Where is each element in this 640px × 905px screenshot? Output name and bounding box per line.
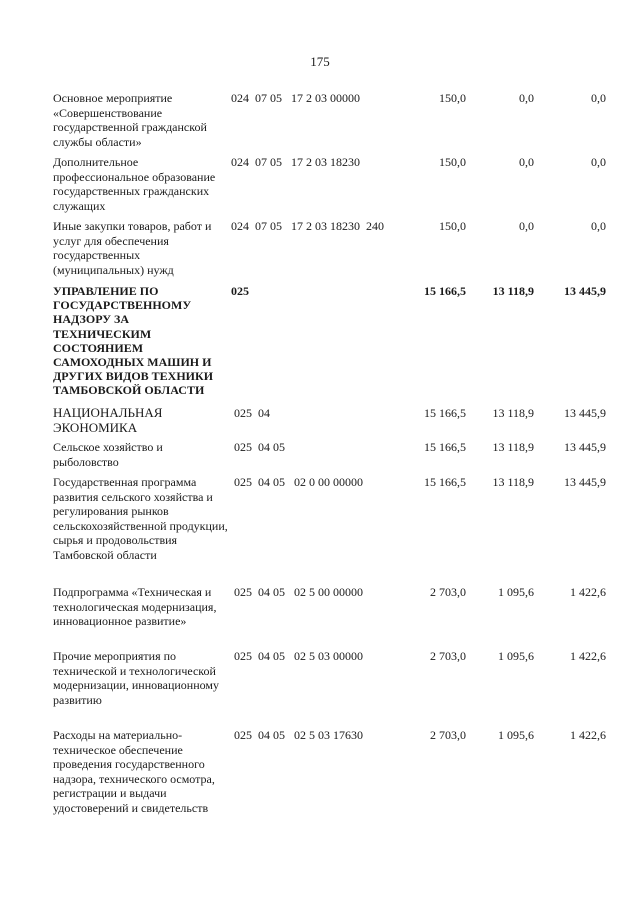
row-value-3: 13 445,9: [564, 475, 606, 489]
row-code: 025 04 05 02 0 00 00000: [234, 475, 363, 489]
row-value-3: 0,0: [591, 155, 606, 169]
row-value-3: 1 422,6: [570, 728, 606, 742]
row-code: 025 04 05: [234, 440, 285, 454]
row-value-1: 15 166,5: [424, 284, 466, 298]
row-value-1: 150,0: [439, 155, 466, 169]
row-value-2: 0,0: [519, 91, 534, 105]
row-value-1: 2 703,0: [430, 585, 466, 599]
row-value-1: 15 166,5: [424, 475, 466, 489]
row-name: Государственная программа развития сельского хозяйства и регулирования рынков сельскохозяйственной продукции, сырья и продовольствия Тамбовской области: [53, 475, 228, 562]
row-value-2: 13 118,9: [492, 440, 534, 454]
row-code: 025 04 05 02 5 03 17630: [234, 728, 363, 742]
row-value-2: 13 118,9: [492, 406, 534, 420]
row-value-3: 1 422,6: [570, 585, 606, 599]
row-value-1: 2 703,0: [430, 649, 466, 663]
row-code: 025 04 05 02 5 03 00000: [234, 649, 363, 663]
row-value-3: 13 445,9: [564, 284, 606, 298]
row-name: Подпрограмма «Техническая и технологическая модернизация, инновационное развитие»: [53, 585, 217, 628]
row-value-3: 13 445,9: [564, 440, 606, 454]
row-value-3: 0,0: [591, 91, 606, 105]
row-value-3: 1 422,6: [570, 649, 606, 663]
row-value-3: 13 445,9: [564, 406, 606, 420]
row-value-1: 15 166,5: [424, 440, 466, 454]
row-value-2: 1 095,6: [498, 585, 534, 599]
row-name: Расходы на материально-техническое обеспечение проведения государственного надзора, технического осмотра, регистрации и выдачи удостоверений и свидетельств: [53, 728, 215, 815]
row-code: 024 07 05 17 2 03 18230: [231, 155, 360, 169]
row-name: УПРАВЛЕНИЕ ПО ГОСУДАРСТВЕННОМУ НАДЗОРУ ЗА ТЕХНИЧЕСКИМ СОСТОЯНИЕМ САМОХОДНЫХ МАШИН И ДРУГИХ ВИДОВ ТЕХНИКИ ТАМБОВСКОЙ ОБЛАСТИ: [53, 284, 214, 398]
page-number: 175: [310, 54, 330, 69]
row-name: Прочие мероприятия по технической и технологической модернизации, инновационному развитию: [53, 649, 220, 707]
row-value-2: 1 095,6: [498, 649, 534, 663]
row-name: НАЦИОНАЛЬНАЯ ЭКОНОМИКА: [53, 405, 163, 435]
row-value-2: 13 118,9: [492, 284, 534, 298]
row-code: 025 04: [234, 406, 270, 420]
row-code: 024 07 05 17 2 03 00000: [231, 91, 360, 105]
row-value-1: 150,0: [439, 219, 466, 233]
row-code: 025: [231, 284, 249, 298]
row-value-2: 1 095,6: [498, 728, 534, 742]
row-value-3: 0,0: [591, 219, 606, 233]
row-value-1: 15 166,5: [424, 406, 466, 420]
row-name: Дополнительное профессиональное образование государственных гражданских служащих: [53, 155, 216, 213]
row-name: Иные закупки товаров, работ и услуг для обеспечения государственных (муниципальных) нужд: [53, 219, 212, 277]
row-name: Основное мероприятие «Совершенствование государственной гражданской службы области»: [53, 91, 207, 149]
row-value-2: 13 118,9: [492, 475, 534, 489]
row-code: 024 07 05 17 2 03 18230 240: [231, 219, 384, 233]
row-name: Сельское хозяйство и рыболовство: [53, 440, 163, 469]
row-value-2: 0,0: [519, 219, 534, 233]
row-value-1: 150,0: [439, 91, 466, 105]
row-value-1: 2 703,0: [430, 728, 466, 742]
row-code: 025 04 05 02 5 00 00000: [234, 585, 363, 599]
row-value-2: 0,0: [519, 155, 534, 169]
